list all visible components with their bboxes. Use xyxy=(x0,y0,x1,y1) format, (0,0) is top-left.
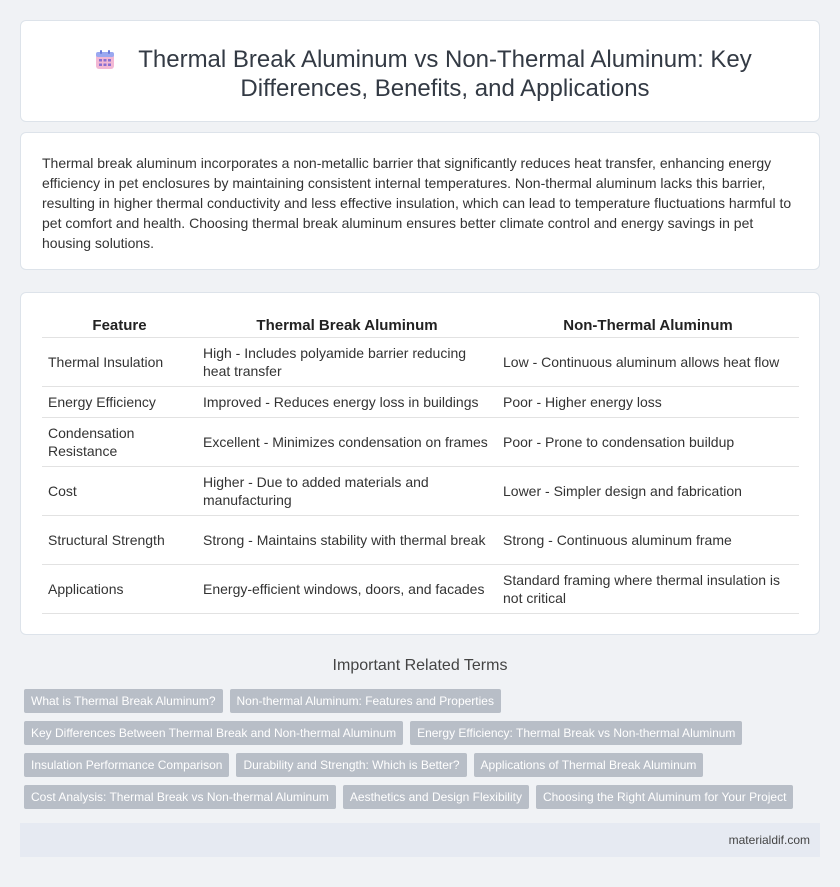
table-row xyxy=(42,417,799,466)
related-tags-row xyxy=(24,753,703,777)
table-cell: Poor - Prone to condensation buildup xyxy=(497,417,799,466)
related-tag[interactable]: What is Thermal Break Aluminum? xyxy=(24,689,223,713)
table-cell: Condensation Resistance xyxy=(42,417,197,466)
page-title: Thermal Break Aluminum vs Non-Thermal Aluminum: Key Differences, Benefits, and Applications xyxy=(138,46,752,102)
comparison-table xyxy=(42,314,799,614)
table-header-row xyxy=(42,314,799,337)
table-row xyxy=(42,466,799,515)
table-cell: Excellent - Minimizes condensation on frames xyxy=(197,417,497,466)
footer xyxy=(20,823,820,857)
table-cell: Higher - Due to added materials and manufacturing xyxy=(197,466,497,515)
column-header-non-thermal: Non-Thermal Aluminum xyxy=(497,314,799,337)
table-cell: Strong - Maintains stability with thermal break xyxy=(197,515,497,564)
table-cell: Structural Strength xyxy=(42,515,197,564)
table-cell: Applications xyxy=(42,564,197,613)
related-tags-row xyxy=(24,721,742,745)
table-cell: Thermal Insulation xyxy=(42,337,197,386)
related-tag[interactable]: Non-thermal Aluminum: Features and Properties xyxy=(230,689,501,713)
related-tag[interactable]: Choosing the Right Aluminum for Your Project xyxy=(536,785,793,809)
site-link[interactable]: materialdif.com xyxy=(728,833,810,847)
related-tag[interactable]: Durability and Strength: Which is Better? xyxy=(236,753,466,777)
related-tags-row xyxy=(24,689,501,713)
intro-card xyxy=(20,132,820,270)
table-cell: Energy-efficient windows, doors, and facades xyxy=(197,564,497,613)
related-terms-heading: Important Related Terms xyxy=(332,657,508,674)
intro-paragraph: Thermal break aluminum incorporates a non-metallic barrier that significantly reduces heat transfer, enhancing energy efficiency in pet enclosures by maintaining consistent internal temperatures. Non-thermal aluminum lacks this barrier, resulting in higher thermal conductivity and less effective insulation, which can lead to temperature fluctuations harmful to pet comfort and health. Choosing thermal break aluminum ensures better climate control and energy savings in pet housing solutions. xyxy=(42,155,792,251)
table-row xyxy=(42,564,799,613)
table-cell: Standard framing where thermal insulation is not critical xyxy=(497,564,799,613)
table-cell: Poor - Higher energy loss xyxy=(497,386,799,417)
table-cell: Cost xyxy=(42,466,197,515)
table-cell: High - Includes polyamide barrier reducing heat transfer xyxy=(197,337,497,386)
comparison-table-card xyxy=(20,292,820,635)
column-header-thermal-break: Thermal Break Aluminum xyxy=(197,314,497,337)
table-cell: Improved - Reduces energy loss in buildings xyxy=(197,386,497,417)
related-tag[interactable]: Aesthetics and Design Flexibility xyxy=(343,785,529,809)
table-row xyxy=(42,386,799,417)
related-tag[interactable]: Energy Efficiency: Thermal Break vs Non-thermal Aluminum xyxy=(410,721,742,745)
table-cell: Strong - Continuous aluminum frame xyxy=(497,515,799,564)
related-tag[interactable]: Key Differences Between Thermal Break and Non-thermal Aluminum xyxy=(24,721,403,745)
table-row xyxy=(42,337,799,386)
table-row xyxy=(42,515,799,564)
related-tag[interactable]: Applications of Thermal Break Aluminum xyxy=(474,753,704,777)
header-card xyxy=(20,20,820,122)
related-tags-row xyxy=(24,785,793,809)
table-cell: Energy Efficiency xyxy=(42,386,197,417)
table-cell: Lower - Simpler design and fabrication xyxy=(497,466,799,515)
table-cell: Low - Continuous aluminum allows heat flow xyxy=(497,337,799,386)
related-tag[interactable]: Cost Analysis: Thermal Break vs Non-thermal Aluminum xyxy=(24,785,336,809)
related-tag[interactable]: Insulation Performance Comparison xyxy=(24,753,229,777)
column-header-feature: Feature xyxy=(42,314,197,337)
